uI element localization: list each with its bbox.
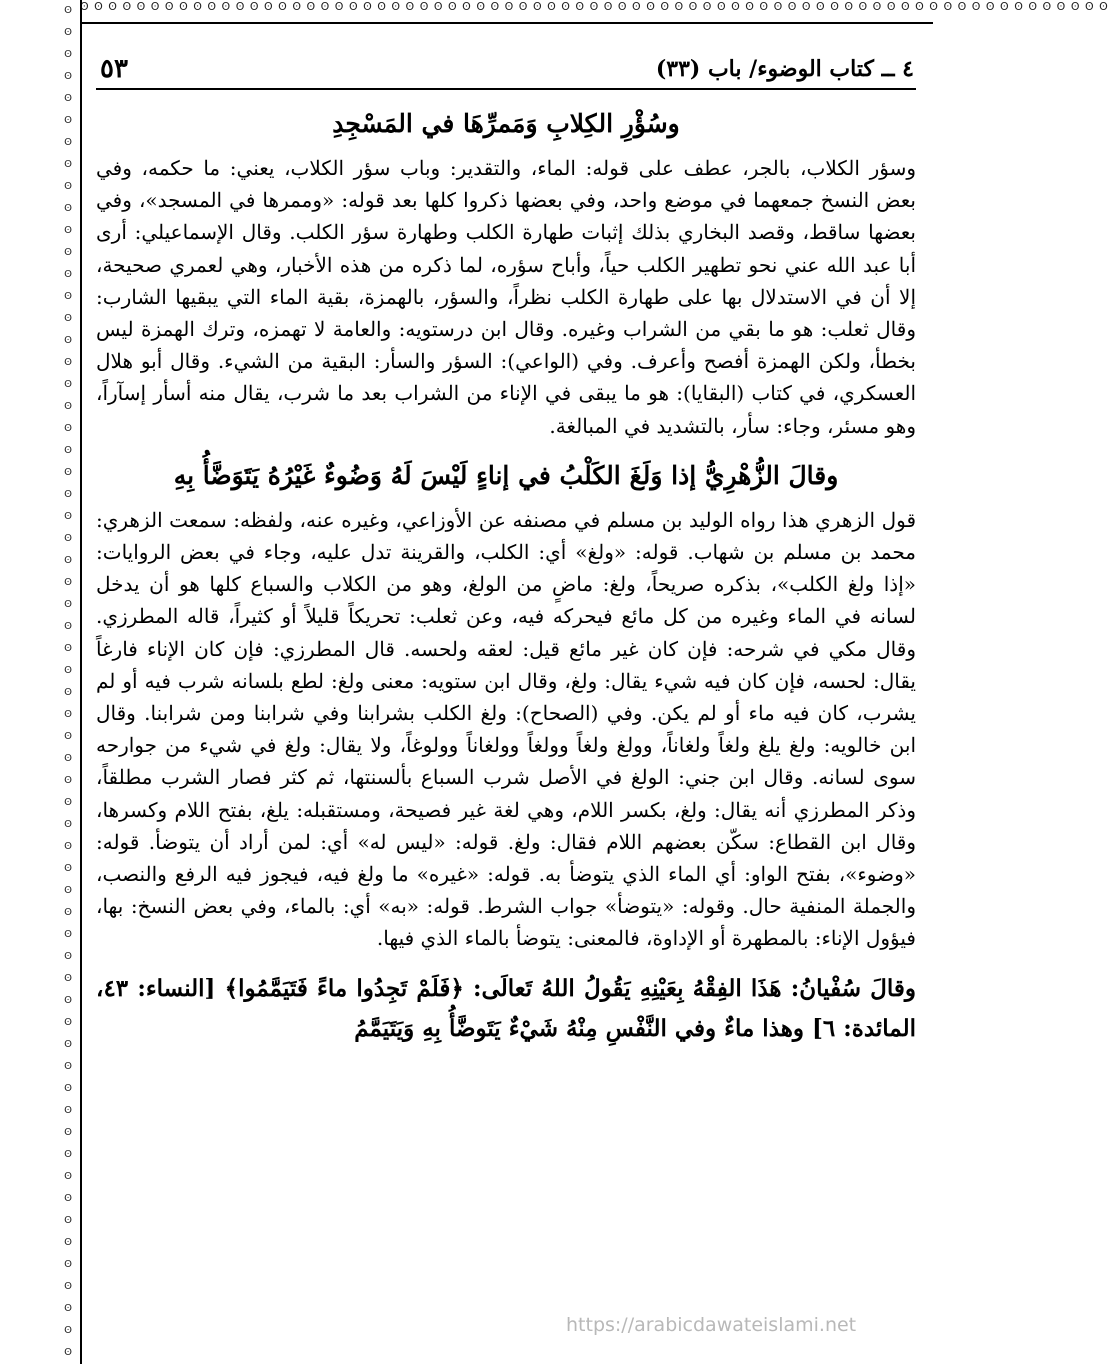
chapter-heading: وسُؤْرِ الكِلابِ وَمَمرِّهَا في المَسْجِدِ [332, 109, 680, 138]
sufyan-quote: وقالَ سُفْيانُ: هَذَا الفِقْهُ بِعَيْنِهِ يَقُولُ اللهُ تَعالَى: ﴿فَلَمْ تَجِدُوا ماءً فَتَيَمَّمُوا﴾ [النساء: ٤٣، المائدة: ٦] وهذا ماءٌ وفي النَّفْسِ مِنْهُ شَيْءٌ يَتَوضَّأُ بِهِ وَيَتَيَمَّمُ [96, 974, 916, 1042]
page-number: ٥٣ [100, 54, 128, 84]
decorative-top-border: ʘ ʘ ʘ ʘ ʘ ʘ ʘ ʘ ʘ ʘ ʘ ʘ ʘ ʘ ʘ ʘ ʘ ʘ ʘ ʘ ʘ ʘ ʘ ʘ ʘ ʘ ʘ ʘ ʘ ʘ ʘ ʘ ʘ ʘ ʘ ʘ ʘ ʘ ʘ ʘ ʘ ʘ ʘ ʘ ʘ ʘ ʘ ʘ ʘ ʘ ʘ ʘ ʘ ʘ ʘ ʘ ʘ ʘ ʘ ʘ ʘ ʘ ʘ ʘ ʘ ʘ ʘ ʘ ʘ ʘ ʘ ʘ ʘ [80, 0, 933, 24]
running-head [96, 40, 916, 90]
commentary-paragraph-2: قول الزهري هذا رواه الوليد بن مسلم في مصنفه عن الأوزاعي، وغيره عنه، ولفظه: سمعت الزهري: محمد بن مسلم بن شهاب. قوله: «ولغ» أي: الكلب، والقرينة تدل عليه، وجاء في بعض الروايات: «إذا ولغ الكلب»، بذكره صريحاً، ولغ: ماضٍ من الولغ، وهو من الكلاب والسباع كلها هو أن يدخل لسانه في الماء وغيره من كل مائع فيحركه فيه، وعن ثعلب: تحريكاً قليلاً أو كثيراً، قاله المطرزي. وقال مكي في شرحه: فإن كان غير مائع قيل: لعقه ولحسه. قال المطرزي: فإن كان الإناء فارغاً يقال: لحسه، فإن كان فيه شيء يقال: ولغ، وقال ابن ستويه: معنى ولغ: لطع بلسانه شرب فيه أو لم يشرب، كان فيه ماء أو لم يكن. وفي (الصحاح): ولغ الكلب بشرابنا وفي شرابنا ومن شرابنا. وقال ابن خالويه: ولغ يلغ ولغاً ولغاناً، وولغ ولغاً وولغاً وولغاناً وولوغاً، ولا يقال: ولغ في شيء من جوارحه سوى لسانه. وقال ابن جني: الولغ في الأصل شرب السباع بألسنتها، ثم كثر فصار الشرب مطلقاً، وذكر المطرزي أنه يقال: ولغ، بكسر اللام، وهي لغة غير فصيحة، ومستقبله: يلغ، بفتح اللام وكسرها، وقال ابن القطاع: سكّن بعضهم اللام فقال: ولغ. قوله: «ليس له» أي: لمن أراد أن يتوضأ. قوله: «وضوء»، بفتح الواو: أي الماء الذي يتوضأ به. قوله: «غيره» ما ولغ فيه، فيجوز فيه الرفع والنصب، والجملة المنفية حال. وقوله: «يتوضأ» جواب الشرط. قوله: «به» أي: بالماء، وفي بعض النسخ: بها، فيؤول الإناء: بالمطهرة أو الإداوة، فالمعنى: يتوضأ بالماء الذي فيها. [96, 507, 916, 951]
quote-heading: وقالَ الزُّهْرِيُّ إذا وَلَغَ الكَلْبُ في إناءٍ لَيْسَ لَهُ وَضُوءٌ غَيْرُهُ يَتَوَضَّأُ بِهِ [173, 460, 839, 490]
watermark: https://arabicdawateislami.net [566, 1314, 857, 1336]
decorative-left-border: ʘ ʘ ʘ ʘ ʘ ʘ ʘ ʘ ʘ ʘ ʘ ʘ ʘ ʘ ʘ ʘ ʘ ʘ ʘ ʘ ʘ ʘ ʘ ʘ ʘ ʘ ʘ ʘ ʘ ʘ ʘ ʘ ʘ ʘ ʘ ʘ ʘ ʘ ʘ ʘ ʘ ʘ ʘ ʘ ʘ ʘ ʘ ʘ ʘ ʘ ʘ ʘ ʘ ʘ ʘ ʘ ʘ ʘ ʘ ʘ ʘ ʘ [56, 0, 82, 1364]
commentary-paragraph-1: وسؤر الكلاب، بالجر، عطف على قوله: الماء، والتقدير: وباب سؤر الكلاب، يعني: ما حكمه، وفي بعض النسخ جمعهما في موضع واحد، وفي بعضها ذكروا كلها بعد قوله: «وممرها في المسجد»، وفي بعضها ساقط، وقصد البخاري بذلك إثبات طهارة الكلب وطهارة سؤر الكلب. وقال الإسماعيلي: أرى أبا عبد الله عني نحو تطهير الكلب حياً، وأباح سؤره، لما ذكره من هذه الأخبار، وهي لعمري صحيحة، إلا أن في الاستدلال بها على طهارة الكلب نظراً، والسؤر، بالهمزة، بقية الماء التي يبقيها الشارب: وقال ثعلب: هو ما بقي من الشراب وغيره. وقال ابن درستويه: والعامة لا تهمزه، وترك الهمزة ليس بخطأ، ولكن الهمزة أفصح وأعرف. وفي (الواعي): السؤر والسأر: البقية من الشيء. وقال أبو هلال العسكري، في كتاب (البقايا): هو ما يبقى في الإناء من الشراب بعد ما شرب، يقال منه أسأر إسآراً، وهو مسئر، وجاء: سأر، بالتشديد في المبالغة. [96, 156, 916, 438]
book-page [96, 40, 916, 1364]
running-head-title: ٤ ــ كتاب الوضوء/ باب (٣٣) [655, 56, 914, 82]
